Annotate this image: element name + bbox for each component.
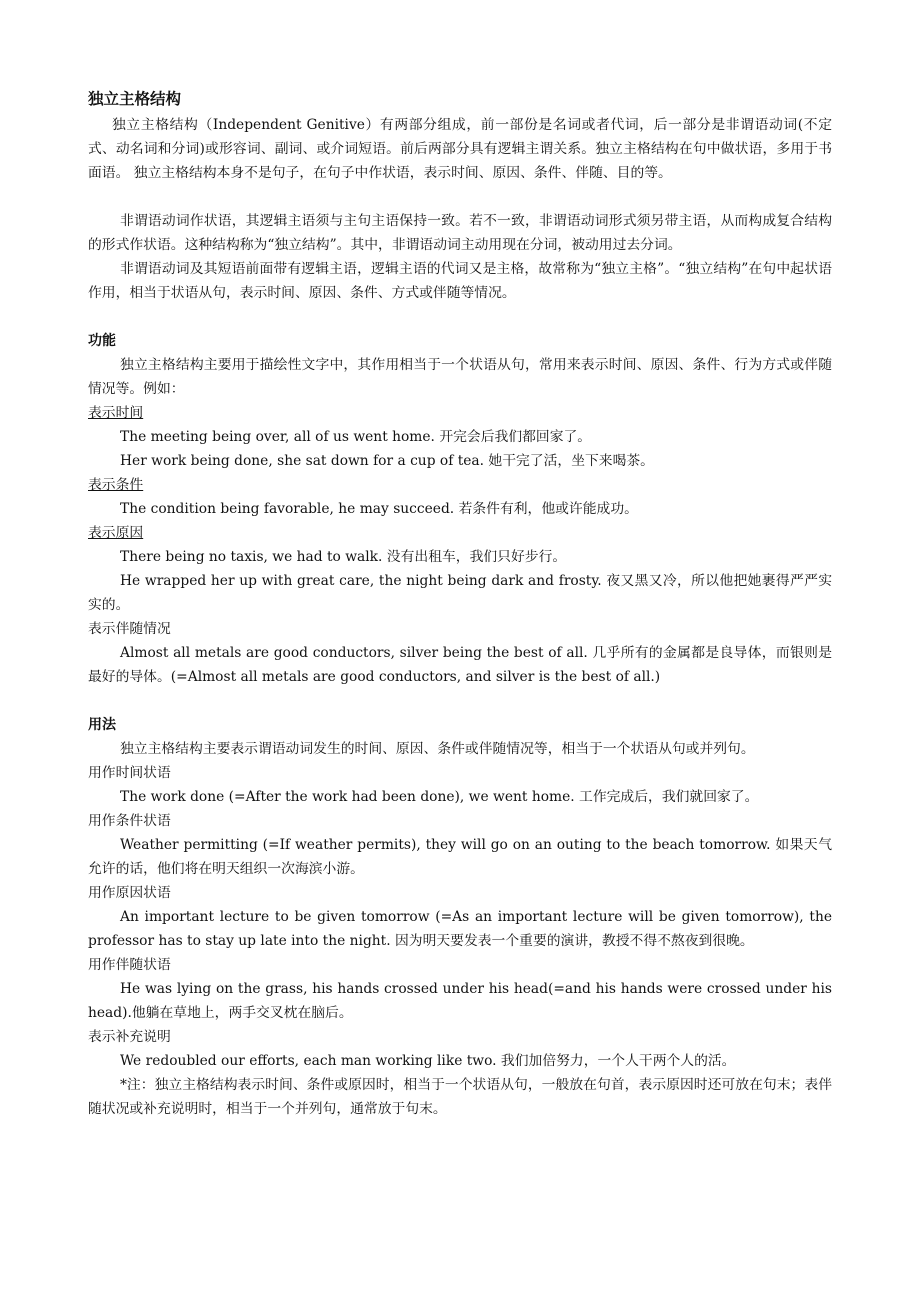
function-label-time: 表示时间 <box>88 405 144 421</box>
usage-label-reason: 用作原因状语 <box>88 885 171 901</box>
usage-description: 独立主格结构主要表示谓语动词发生的时间、原因、条件或伴随情况等，相当于一个状语从句或并列句。 <box>120 741 755 757</box>
example-sentence: He wrapped her up with great care, the night being dark and frosty. 夜又黑又冷，所以他把她裹得严严实实的。 <box>88 573 832 613</box>
usage-label-accompany: 用作伴随状语 <box>88 957 171 973</box>
intro-paragraph-3: 非谓语动词及其短语前面带有逻辑主语，逻辑主语的代词又是主格，故常称为“独立主格”。“独立结构”在句中起状语作用，相当于状语从句，表示时间、原因、条件、方式或伴随等情况。 <box>88 261 832 301</box>
section-heading-usage: 用法 <box>88 717 116 733</box>
spacer <box>88 305 832 329</box>
function-label-reason: 表示原因 <box>88 525 144 541</box>
usage-note: *注：独立主格结构表示时间、条件或原因时，相当于一个状语从句，一般放在句首，表示原因时还可放在句末；表伴随状况或补充说明时，相当于一个并列句，通常放于句末。 <box>88 1077 832 1117</box>
usage-label-supplement: 表示补充说明 <box>88 1029 171 1045</box>
example-sentence: Almost all metals are good conductors, silver being the best of all. 几乎所有的金属都是良导体，而银则是最好的导体。(=Almost all metals are good conductors, and silver is the best of all.) <box>88 645 832 685</box>
usage-label-condition: 用作条件状语 <box>88 813 171 829</box>
example-sentence: An important lecture to be given tomorrow (=As an important lecture will be given tomorrow), the professor has to stay up late into the night. 因为明天要发表一个重要的演讲，教授不得不熬夜到很晚。 <box>88 909 832 949</box>
example-sentence: The meeting being over, all of us went home. 开完会后我们都回家了。 <box>120 429 592 445</box>
usage-label-time: 用作时间状语 <box>88 765 171 781</box>
example-sentence: Her work being done, she sat down for a cup of tea. 她干完了活，坐下来喝茶。 <box>120 453 654 469</box>
spacer <box>88 689 832 713</box>
example-sentence: The condition being favorable, he may succeed. 若条件有利，他或许能成功。 <box>120 501 638 517</box>
document-title: 独立主格结构 <box>88 90 182 108</box>
section-heading-function: 功能 <box>88 333 116 349</box>
intro-paragraph-1: 独立主格结构（Independent Genitive）有两部分组成，前一部份是名词或者代词，后一部分是非谓语动词(不定式、动名词和分词)或形容词、副词、或介词短语。前后两部分具有逻辑主谓关系。独立主格结构在句中做状语，多用于书面语。 独立主格结构本身不是句子，在句子中作状语，表示时间、原因、条件、伴随、目的等。 <box>88 117 832 181</box>
example-sentence: He was lying on the grass, his hands crossed under his head(=and his hands were crossed under his head).他躺在草地上，两手交叉枕在脑后。 <box>88 981 832 1021</box>
function-label-accompany: 表示伴随情况 <box>88 621 171 637</box>
spacer <box>88 185 832 209</box>
intro-paragraph-2: 非谓语动词作状语，其逻辑主语须与主句主语保持一致。若不一致，非谓语动词形式须另带主语，从而构成复合结构的形式作状语。这种结构称为“独立结构”。其中，非谓语动词主动用现在分词，被动用过去分词。 <box>88 213 832 253</box>
example-sentence: Weather permitting (=If weather permits), they will go on an outing to the beach tomorrow. 如果天气允许的话，他们将在明天组织一次海滨小游。 <box>88 837 832 877</box>
example-sentence: There being no taxis, we had to walk. 没有出租车，我们只好步行。 <box>120 549 567 565</box>
example-sentence: We redoubled our efforts, each man working like two. 我们加倍努力，一个人干两个人的活。 <box>120 1053 736 1069</box>
function-description: 独立主格结构主要用于描绘性文字中，其作用相当于一个状语从句，常用来表示时间、原因、条件、行为方式或伴随情况等。例如： <box>88 357 832 397</box>
example-sentence: The work done (=After the work had been done), we went home. 工作完成后，我们就回家了。 <box>120 789 759 805</box>
function-label-condition: 表示条件 <box>88 477 144 493</box>
